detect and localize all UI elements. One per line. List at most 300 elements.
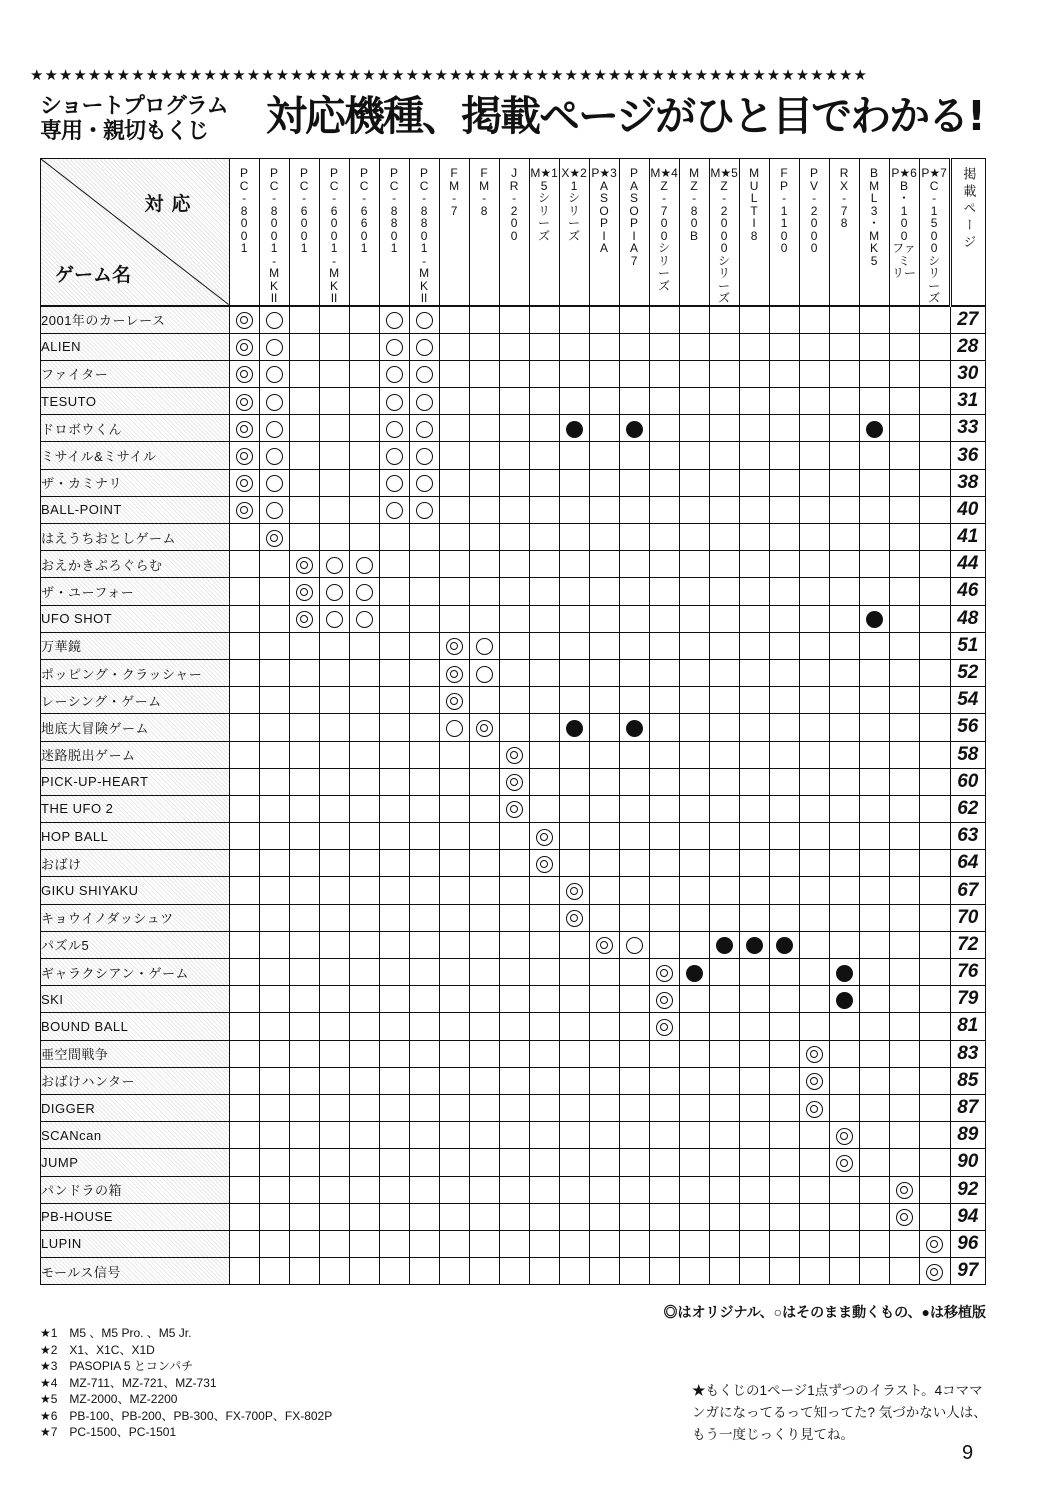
compat-cell <box>499 1149 529 1176</box>
machine-column-header <box>259 159 289 306</box>
compat-cell <box>649 823 679 850</box>
machine-header-char: 1 <box>900 203 908 218</box>
compat-cell <box>319 659 349 686</box>
machine-header-char: - <box>932 191 937 205</box>
game-name: JUMP <box>41 1149 230 1176</box>
compat-cell <box>499 1176 529 1203</box>
machine-header-char: K <box>420 278 429 293</box>
machine-header-char: P <box>360 166 369 180</box>
compatible-mark-icon <box>266 312 283 329</box>
compat-cell <box>829 1122 859 1149</box>
compat-cell <box>679 986 709 1013</box>
compat-cell <box>229 986 259 1013</box>
compat-cell <box>529 1230 559 1257</box>
compat-cell <box>709 605 739 632</box>
compatible-mark-icon <box>326 611 343 628</box>
compat-cell <box>709 524 739 551</box>
compat-cell <box>919 360 950 387</box>
compat-cell <box>469 1258 499 1285</box>
compat-cell <box>829 524 859 551</box>
machine-header-char: P <box>420 166 429 180</box>
compat-cell <box>709 823 739 850</box>
compat-cell <box>739 333 769 360</box>
table-row <box>41 333 986 360</box>
compat-cell <box>889 442 919 469</box>
compat-cell <box>499 1067 529 1094</box>
compat-cell <box>559 850 589 877</box>
compat-cell <box>709 632 739 659</box>
compat-cell <box>379 605 409 632</box>
compat-cell <box>559 360 589 387</box>
machine-header-char: 0 <box>420 228 428 243</box>
compat-cell <box>649 1013 679 1040</box>
compat-cell <box>529 659 559 686</box>
compat-cell <box>739 1230 769 1257</box>
machine-header-char: - <box>482 191 487 205</box>
compat-cell <box>589 714 619 741</box>
table-row <box>41 469 986 496</box>
compat-cell <box>859 415 889 442</box>
machine-header-char: 5 <box>930 216 938 230</box>
ported-mark-icon <box>776 937 793 954</box>
machine-header-char: C <box>239 178 249 193</box>
compat-cell <box>859 632 889 659</box>
table-row <box>41 415 986 442</box>
header-subtitle-line2: 専用・親切もくじ <box>40 119 209 144</box>
compat-cell <box>859 850 889 877</box>
compat-cell <box>229 1203 259 1230</box>
compat-cell <box>829 605 859 632</box>
page-ref: 83 <box>950 1040 985 1067</box>
compat-cell <box>469 551 499 578</box>
page-ref: 48 <box>950 605 985 632</box>
compat-cell <box>469 959 499 986</box>
page-ref: 67 <box>950 877 985 904</box>
compat-cell <box>439 496 469 523</box>
compat-cell <box>439 524 469 551</box>
compat-cell <box>529 442 559 469</box>
machine-header-char: 5 <box>870 253 878 268</box>
original-mark-icon <box>656 992 673 1009</box>
compat-cell <box>229 850 259 877</box>
compat-cell <box>409 1122 439 1149</box>
machine-header-char: 1 <box>240 241 248 255</box>
table-row <box>41 442 986 469</box>
original-mark-icon <box>656 965 673 982</box>
compat-cell <box>499 959 529 986</box>
compat-cell <box>529 605 559 632</box>
compat-cell <box>559 1176 589 1203</box>
compat-cell <box>439 1203 469 1230</box>
compat-cell <box>559 306 589 334</box>
compat-cell <box>889 632 919 659</box>
compat-cell <box>739 1122 769 1149</box>
machine-header-char: ー <box>538 216 551 230</box>
game-name: ザ・ユーフォー <box>41 578 230 605</box>
compat-cell <box>379 360 409 387</box>
compat-cell <box>379 1230 409 1257</box>
compat-cell <box>889 388 919 415</box>
compat-cell <box>859 659 889 686</box>
compat-cell <box>319 632 349 659</box>
compat-cell <box>889 551 919 578</box>
page-ref: 52 <box>950 659 985 686</box>
compat-cell <box>289 931 319 958</box>
compat-cell <box>679 823 709 850</box>
compat-cell <box>859 877 889 904</box>
compat-cell <box>829 931 859 958</box>
compatible-mark-icon <box>386 394 403 411</box>
compat-cell <box>559 877 589 904</box>
machine-header-char: ・ <box>898 191 911 205</box>
compat-cell <box>709 959 739 986</box>
game-name: LUPIN <box>41 1230 230 1257</box>
game-name: おばけ <box>41 850 230 877</box>
compat-cell <box>559 1013 589 1040</box>
compat-cell <box>409 415 439 442</box>
compat-cell <box>349 415 379 442</box>
compat-cell <box>679 333 709 360</box>
compat-cell <box>619 388 649 415</box>
compat-cell <box>409 496 439 523</box>
compat-cell <box>619 605 649 632</box>
compat-cell <box>739 496 769 523</box>
compat-cell <box>739 1067 769 1094</box>
compat-cell <box>439 986 469 1013</box>
compat-cell <box>829 496 859 523</box>
page-ref: 81 <box>950 1013 985 1040</box>
compat-cell <box>799 1040 829 1067</box>
compat-cell <box>859 1067 889 1094</box>
table-row <box>41 1122 986 1149</box>
compat-cell <box>319 1013 349 1040</box>
compat-cell <box>529 1067 559 1094</box>
original-mark-icon <box>926 1236 943 1253</box>
table-row <box>41 986 986 1013</box>
compat-cell <box>559 714 589 741</box>
compat-cell <box>529 578 559 605</box>
footnote-line: ★7 PC-1500、PC-1501 <box>40 1425 177 1439</box>
compat-cell <box>379 795 409 822</box>
compat-cell <box>799 524 829 551</box>
compat-cell <box>649 496 679 523</box>
machine-header-char: 0 <box>660 228 668 243</box>
compat-cell <box>439 578 469 605</box>
compat-cell <box>319 1040 349 1067</box>
compat-cell <box>319 1203 349 1230</box>
compat-cell <box>649 632 679 659</box>
table-row <box>41 1067 986 1094</box>
game-name: 万華鏡 <box>41 632 230 659</box>
compat-cell <box>349 714 379 741</box>
machine-header-char: 8 <box>480 203 488 218</box>
compat-cell <box>439 1149 469 1176</box>
machine-column-header <box>409 159 439 306</box>
compat-cell <box>409 306 439 334</box>
compat-cell <box>679 1122 709 1149</box>
compat-cell <box>619 415 649 442</box>
compat-cell <box>739 551 769 578</box>
machine-header-char: 1 <box>570 178 578 193</box>
compat-cell <box>379 959 409 986</box>
compat-cell <box>409 632 439 659</box>
compat-cell <box>859 1203 889 1230</box>
table-row <box>41 388 986 415</box>
compat-cell <box>469 823 499 850</box>
machine-header-char: I <box>752 216 756 230</box>
compat-cell <box>409 823 439 850</box>
compat-cell <box>349 524 379 551</box>
compat-cell <box>319 904 349 931</box>
compat-cell <box>679 1149 709 1176</box>
compat-cell <box>829 904 859 931</box>
compat-cell <box>409 959 439 986</box>
compatible-mark-icon <box>386 421 403 438</box>
original-mark-icon <box>596 937 613 954</box>
machine-column-header <box>859 159 889 306</box>
compat-cell <box>769 306 799 334</box>
compat-cell <box>469 415 499 442</box>
compat-cell <box>289 632 319 659</box>
compat-cell <box>649 1122 679 1149</box>
page-ref: 76 <box>950 959 985 986</box>
compat-cell <box>499 931 529 958</box>
compat-cell <box>469 986 499 1013</box>
compat-cell <box>769 850 799 877</box>
compat-cell <box>409 333 439 360</box>
compat-cell <box>679 306 709 334</box>
compat-cell <box>889 1230 919 1257</box>
machine-header-char: 8 <box>420 203 428 218</box>
compat-cell <box>529 306 559 334</box>
compat-cell <box>709 877 739 904</box>
compat-cell <box>829 551 859 578</box>
footnotes <box>40 1325 332 1441</box>
machine-header-char: 1 <box>780 203 788 218</box>
compat-cell <box>409 360 439 387</box>
compat-cell <box>709 469 739 496</box>
compat-cell <box>439 795 469 822</box>
page-ref: 36 <box>950 442 985 469</box>
compat-cell <box>859 524 889 551</box>
compat-cell <box>529 1094 559 1121</box>
compat-cell <box>259 632 289 659</box>
machine-header-char: ー <box>568 216 581 230</box>
machine-header-char: 1 <box>330 241 338 255</box>
compat-cell <box>409 469 439 496</box>
compat-cell <box>799 469 829 496</box>
machine-header-char: P <box>300 166 309 180</box>
compat-cell <box>889 524 919 551</box>
compat-cell <box>259 1203 289 1230</box>
machine-column-header <box>619 159 649 306</box>
compat-cell <box>409 1094 439 1121</box>
machine-header-char: 0 <box>720 216 728 230</box>
compat-cell <box>229 442 259 469</box>
compat-cell <box>649 659 679 686</box>
machine-header-char: P <box>270 166 279 180</box>
compat-cell <box>289 823 319 850</box>
compat-cell <box>229 333 259 360</box>
compat-cell <box>229 524 259 551</box>
compat-cell <box>619 1176 649 1203</box>
compat-cell <box>349 1149 379 1176</box>
compat-cell <box>919 741 950 768</box>
compat-cell <box>289 1258 319 1285</box>
original-mark-icon <box>446 693 463 710</box>
compat-cell <box>829 1040 859 1067</box>
compat-cell <box>349 605 379 632</box>
original-mark-icon <box>236 339 253 356</box>
machine-header-char: B <box>690 228 699 243</box>
compat-cell <box>769 360 799 387</box>
compat-cell <box>289 306 319 334</box>
compat-cell <box>559 959 589 986</box>
compat-cell <box>589 1122 619 1149</box>
compatible-mark-icon <box>416 394 433 411</box>
compat-cell <box>589 1258 619 1285</box>
compat-cell <box>619 333 649 360</box>
machine-header-char: O <box>629 203 639 218</box>
machine-header-char: - <box>452 191 457 205</box>
compat-cell <box>319 741 349 768</box>
compat-cell <box>259 1258 289 1285</box>
compat-cell <box>319 1067 349 1094</box>
original-mark-icon <box>806 1046 823 1063</box>
compat-cell <box>919 605 950 632</box>
compat-cell <box>499 795 529 822</box>
compat-cell <box>259 415 289 442</box>
machine-header-char: 0 <box>780 228 788 243</box>
compat-cell <box>349 795 379 822</box>
machine-column-header <box>319 159 349 306</box>
compat-cell <box>439 469 469 496</box>
machine-header-char: 8 <box>690 203 698 218</box>
compat-cell <box>769 795 799 822</box>
compat-cell <box>709 1013 739 1040</box>
compat-cell <box>409 578 439 605</box>
table-row <box>41 1040 986 1067</box>
compat-cell <box>829 388 859 415</box>
machine-header-char: J <box>511 166 518 180</box>
compat-cell <box>319 551 349 578</box>
compat-cell <box>289 795 319 822</box>
compat-cell <box>739 931 769 958</box>
compat-cell <box>649 959 679 986</box>
compat-cell <box>229 632 259 659</box>
footnote-line: ★5 MZ-2000、MZ-2200 <box>40 1392 178 1406</box>
compat-cell <box>439 1122 469 1149</box>
compat-cell <box>409 850 439 877</box>
compat-cell <box>319 578 349 605</box>
compat-cell <box>889 1176 919 1203</box>
machine-header-char: - <box>242 191 247 205</box>
compat-cell <box>769 659 799 686</box>
compat-cell <box>409 687 439 714</box>
machine-header-char: C <box>929 178 939 193</box>
machine-header-char: - <box>422 253 427 268</box>
compat-cell <box>649 687 679 714</box>
table-row <box>41 904 986 931</box>
compat-cell <box>349 659 379 686</box>
game-name: BOUND BALL <box>41 1013 230 1040</box>
page-ref: 94 <box>950 1203 985 1230</box>
machine-header-char: 0 <box>270 216 278 230</box>
game-name: GIKU SHIYAKU <box>41 877 230 904</box>
compat-cell <box>799 1122 829 1149</box>
compat-cell <box>799 714 829 741</box>
machine-header-char: シ <box>568 191 581 205</box>
compat-cell <box>589 877 619 904</box>
compat-cell <box>589 1013 619 1040</box>
compat-cell <box>529 1013 559 1040</box>
compat-cell <box>709 986 739 1013</box>
compat-cell <box>529 469 559 496</box>
compat-cell <box>229 360 259 387</box>
machine-header-char: P★7 <box>921 166 947 180</box>
compat-cell <box>259 795 289 822</box>
compat-cell <box>499 823 529 850</box>
compat-cell <box>679 360 709 387</box>
original-mark-icon <box>806 1073 823 1090</box>
machine-header-char: 0 <box>930 241 938 255</box>
table-row <box>41 959 986 986</box>
compat-cell <box>229 605 259 632</box>
compat-cell <box>859 1258 889 1285</box>
compat-cell <box>919 632 950 659</box>
compat-cell <box>259 496 289 523</box>
compatible-mark-icon <box>266 339 283 356</box>
compat-cell <box>379 442 409 469</box>
machine-header-char: F <box>480 166 488 180</box>
machine-header-char: M <box>869 178 880 193</box>
compat-cell <box>889 360 919 387</box>
original-mark-icon <box>236 312 253 329</box>
compat-cell <box>649 714 679 741</box>
ported-mark-icon <box>866 421 883 438</box>
compat-cell <box>589 1149 619 1176</box>
compat-cell <box>829 687 859 714</box>
machine-header-char: B <box>870 166 879 180</box>
compat-cell <box>859 931 889 958</box>
table-corner <box>41 159 230 306</box>
compat-cell <box>919 768 950 795</box>
machine-header-char: R <box>509 178 519 193</box>
compat-cell <box>379 659 409 686</box>
table-row <box>41 795 986 822</box>
compat-cell <box>529 524 559 551</box>
compat-cell <box>799 741 829 768</box>
compat-cell <box>769 333 799 360</box>
compat-cell <box>859 1122 889 1149</box>
compat-cell <box>919 714 950 741</box>
compat-cell <box>409 1203 439 1230</box>
machine-header-char: 7 <box>660 203 668 218</box>
machine-header-char: 2 <box>810 203 818 218</box>
compat-cell <box>649 1040 679 1067</box>
compat-cell <box>469 578 499 605</box>
original-mark-icon <box>236 475 253 492</box>
compat-cell <box>289 1067 319 1094</box>
compat-cell <box>259 1230 289 1257</box>
compat-cell <box>559 1094 589 1121</box>
compat-cell <box>229 1258 259 1285</box>
compat-cell <box>529 1176 559 1203</box>
compat-cell <box>679 850 709 877</box>
compat-cell <box>559 1258 589 1285</box>
game-name: BALL-POINT <box>41 496 230 523</box>
machine-header-char: M <box>869 228 880 243</box>
